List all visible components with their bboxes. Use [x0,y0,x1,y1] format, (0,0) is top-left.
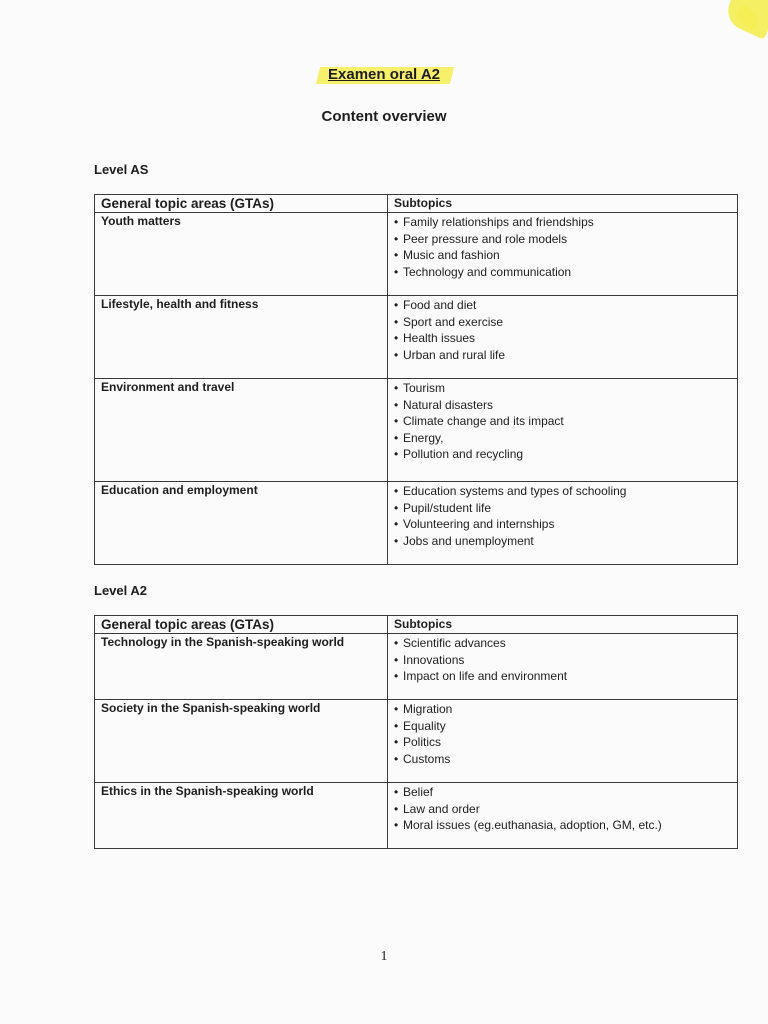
subtopic-item: • Jobs and unemployment [394,533,534,548]
subtopics-cell [388,634,738,700]
header-subtopics: Subtopics [388,616,738,634]
subtopic-item: • Peer pressure and role models [394,231,568,246]
subtopic-item: • Climate change and its impact [394,414,564,429]
subtopic-item: • Volunteering and internships [394,517,555,532]
level-a2-table [94,615,738,849]
topic-name: Society in the Spanish-speaking world [95,700,388,783]
table-row [95,296,738,379]
subtopics-cell [388,783,738,849]
level-a2-label: Level A2 [94,583,147,598]
header-subtopics: Subtopics [388,195,738,213]
table-header-row [95,616,738,634]
subtopics-cell [388,700,738,783]
table-header-row [95,195,738,213]
subtopic-item: • Scientific advances [394,636,506,650]
subtopic-item: • Family relationships and friendships [394,215,594,229]
table-row [95,482,738,565]
table-row [95,634,738,700]
header-gta: General topic areas (GTAs) [95,195,388,213]
subtopic-item: • Belief [394,785,434,799]
subtopic-item: • Innovations [394,652,465,667]
topic-name: Education and employment [95,482,388,565]
topic-name: Environment and travel [95,379,388,482]
table-row [95,379,738,482]
topic-name: Technology in the Spanish-speaking world [95,634,388,700]
subtopic-item: • Music and fashion [394,248,500,263]
topic-name: Youth matters [95,213,388,296]
subtopic-item: • Tourism [394,381,446,395]
topic-name: Ethics in the Spanish-speaking world [95,783,388,849]
header-gta: General topic areas (GTAs) [95,616,388,634]
subtopic-item: • Sport and exercise [394,314,504,329]
subtopic-item: • Migration [394,702,453,716]
table-row [95,213,738,296]
subtopic-item: • Equality [394,718,446,733]
title-wrap [0,64,768,85]
subtopic-item: • Food and diet [394,298,477,312]
subtopic-item: • Politics [394,735,442,750]
subtopic-item: • Health issues [394,331,476,346]
subtopic-item: • Urban and rural life [394,347,506,362]
subtopic-item: • Pupil/student life [394,500,492,515]
level-as-table [94,194,738,565]
subtopic-item: • Natural disasters [394,397,494,412]
topic-name: Lifestyle, health and fitness [95,296,388,379]
subtopic-item: • Moral issues (eg.euthanasia, adoption, GM, etc.) [394,818,662,833]
subtopic-item: • Customs [394,751,451,766]
subtopics-cell [388,213,738,296]
subtopic-item: • Education systems and types of schooling [394,484,627,498]
table-row [95,783,738,849]
table-row [95,700,738,783]
subtopic-item: • Impact on life and environment [394,669,568,684]
subtopic-item: • Law and order [394,801,480,816]
page-number: 1 [380,949,388,964]
subtopic-item: • Energy, [394,430,444,445]
level-as-label: Level AS [94,162,149,177]
subtopic-item: • Technology and communication [394,264,572,279]
document-subtitle: Content overview [321,108,447,125]
subtopics-cell [388,296,738,379]
subtopics-cell [388,482,738,565]
subtopics-cell [388,379,738,482]
subtopic-item: • Pollution and recycling [394,447,524,462]
document-title: Examen oral A2 [320,64,448,85]
